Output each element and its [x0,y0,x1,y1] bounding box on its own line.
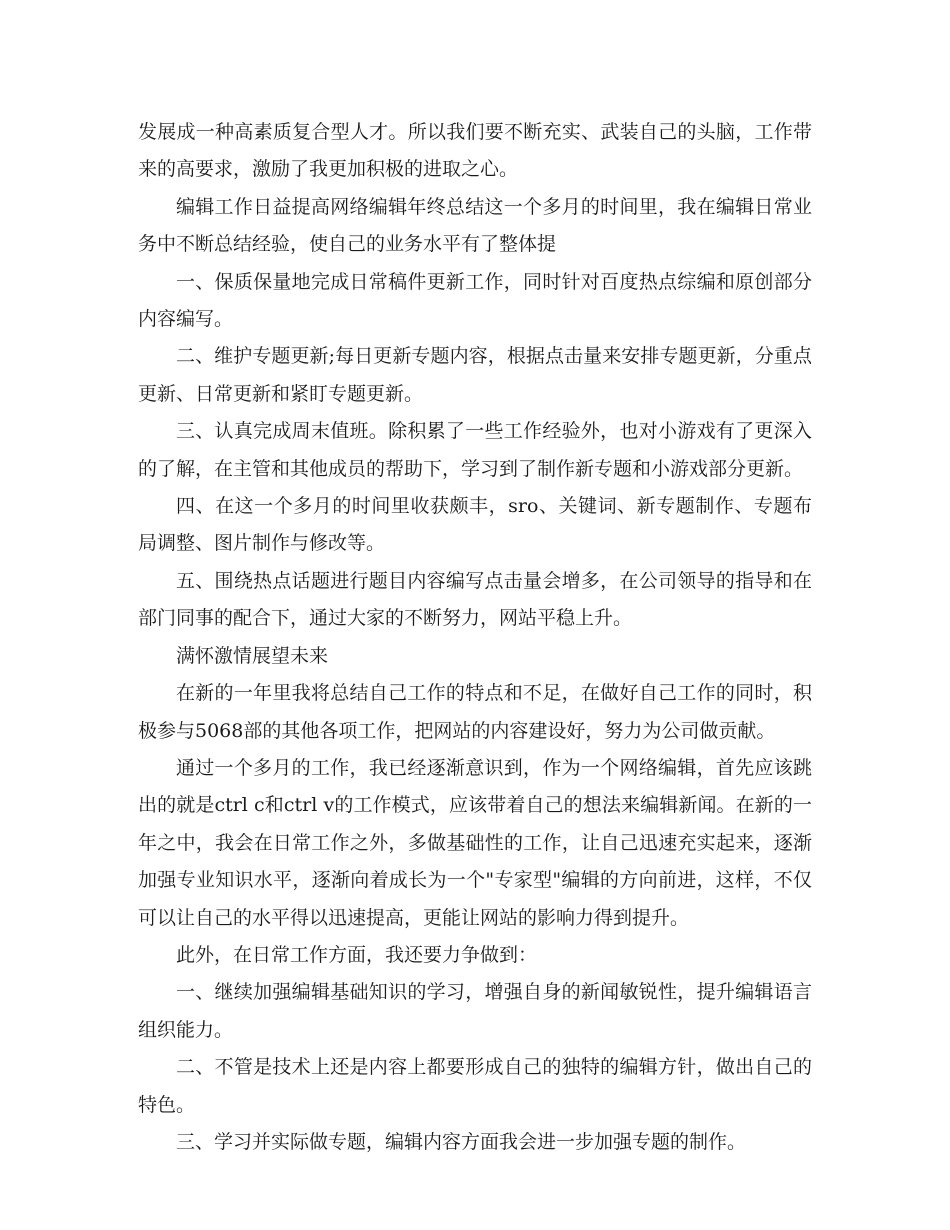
paragraph-editing-summary: 编辑工作日益提高网络编辑年终总结这一个多月的时间里，我在编辑日常业务中不断总结经验，使自己的业务水平有了整体提 [138,195,812,256]
paragraph-continuation: 发展成一种高素质复合型人才。所以我们要不断充实、武装自己的头脑，工作带来的高要求，激励了我更加积极的进取之心。 [138,121,812,181]
section-heading-future: 满怀激情展望未来 [176,644,329,667]
paragraph-goal-2: 二、不管是技术上还是内容上都要形成自己的独特的编辑方针，做出自己的特色。 [138,1056,812,1116]
paragraph-goal-3: 三、学习并实际做专题，编辑内容方面我会进一步加强专题的制作。 [176,1130,747,1153]
paragraph-item-5: 五、围绕热点话题进行题目内容编写点击量会增多，在公司领导的指导和在部门同事的配合下，通过大家的不断努力，网站平稳上升。 [138,569,812,630]
paragraph-item-3: 三、认真完成周末值班。除积累了一些工作经验外，也对小游戏有了更深入的了解，在主管和其他成员的帮助下，学习到了制作新专题和小游戏部分更新。 [138,420,812,480]
paragraph-goal-1: 一、继续加强编辑基础知识的学习，增强自身的新闻敏锐性，提升编辑语言组织能力。 [138,981,812,1041]
paragraph-new-year: 在新的一年里我将总结自己工作的特点和不足，在做好自己工作的同时，积极参与5068部的其他各项工作，把网站的内容建设好，努力为公司做贡献。 [138,682,812,742]
paragraph-item-1: 一、保质保量地完成日常稿件更新工作，同时针对百度热点综编和原创部分内容编写。 [138,270,812,331]
paragraph-item-4: 四、在这一个多月的时间里收获颇丰，sro、关键词、新专题制作、专题布局调整、图片制作与修改等。 [138,495,812,555]
paragraph-item-2: 二、维护专题更新;每日更新专题内容，根据点击量来安排专题更新，分重点更新、日常更新和紧盯专题更新。 [138,345,812,405]
paragraph-realization: 通过一个多月的工作，我已经逐渐意识到，作为一个网络编辑，首先应该跳出的就是ctrl c和ctrl v的工作模式，应该带着自己的想法来编辑新闻。在新的一年之中，我会在日常工作之外，多做基础性的工作，让自己迅速充实起来，逐渐加强专业知识水平，逐渐向着成长为一个"专家型"编辑的方向前进，这样，不仅可以让自己的水平得以迅速提高，更能让网站的影响力得到提升。 [138,756,812,929]
paragraph-goals-intro: 此外，在日常工作方面，我还要力争做到： [176,943,538,966]
